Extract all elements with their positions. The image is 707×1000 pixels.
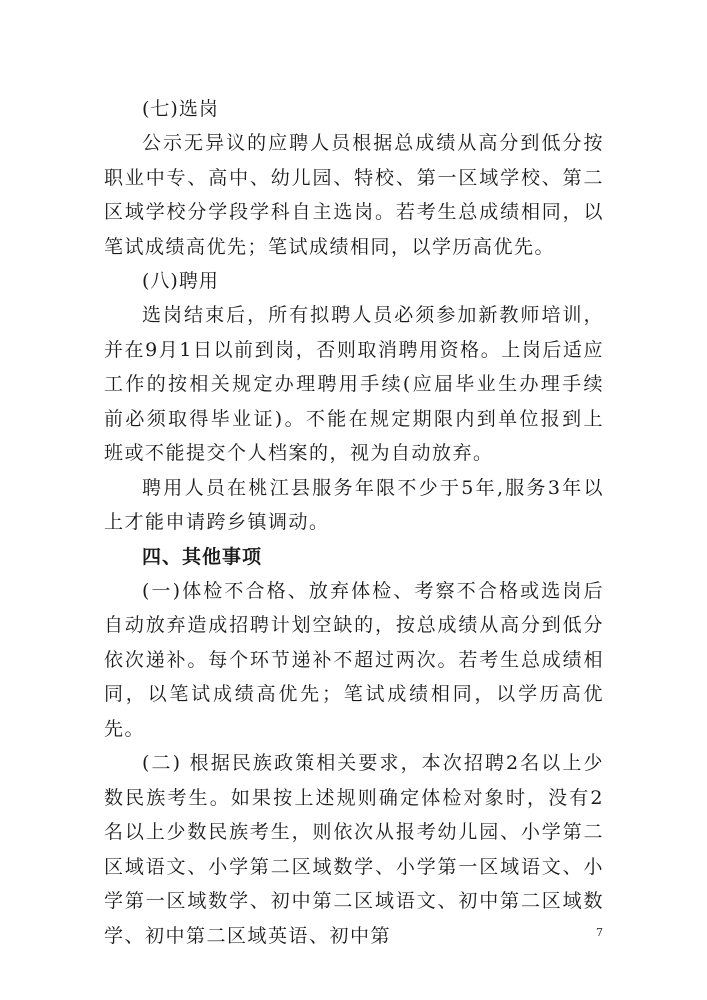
- page-number: 7: [596, 926, 603, 939]
- document-body: [104, 92, 604, 953]
- paragraph-vacancy-fill: (一)体检不合格、放弃体检、考察不合格或选岗后自动放弃造成招聘计划空缺的，按总成绩从高分到低分依次递补。每个环节递补不超过两次。若考生总成绩相同，以笔试成绩高优先；笔试成绩相同，以学历高优先。: [104, 579, 604, 740]
- section-heading-other-matters: 四、其他事项: [142, 545, 263, 568]
- section-heading-xuangang: (七)选岗: [142, 98, 219, 120]
- paragraph-pinyong-procedure: 选岗结束后，所有拟聘人员必须参加新教师培训，并在9月1日以前到岗，否则取消聘用资格。上岗后适应工作的按相关规定办理聘用手续(应届毕业生办理手续前必须取得毕业证)。不能在规定期限内到单位报到上班或不能提交个人档案的，视为自动放弃。: [104, 304, 604, 464]
- paragraph-minority-policy: (二) 根据民族政策相关要求，本次招聘2名以上少数民族考生。如果按上述规则确定体检对象时，没有2名以上少数民族考生，则依次从报考幼儿园、小学第二区域语文、小学第二区域数学、小学第一区域语文、小学第一区域数学、初中第二区域语文、初中第二区域数学、初中第二区域英语、初中第: [104, 752, 604, 947]
- section-heading-pinyong: (八)聘用: [142, 270, 219, 292]
- paragraph-service-term: 聘用人员在桃江县服务年限不少于5年,服务3年以上才能申请跨乡镇调动。: [104, 476, 604, 533]
- paragraph-xuangang-rules: 公示无异议的应聘人员根据总成绩从高分到低分按职业中专、高中、幼儿园、特校、第一区域学校、第二区域学校分学段学科自主选岗。若考生总成绩相同，以笔试成绩高优先；笔试成绩相同，以学历高优先。: [104, 132, 604, 258]
